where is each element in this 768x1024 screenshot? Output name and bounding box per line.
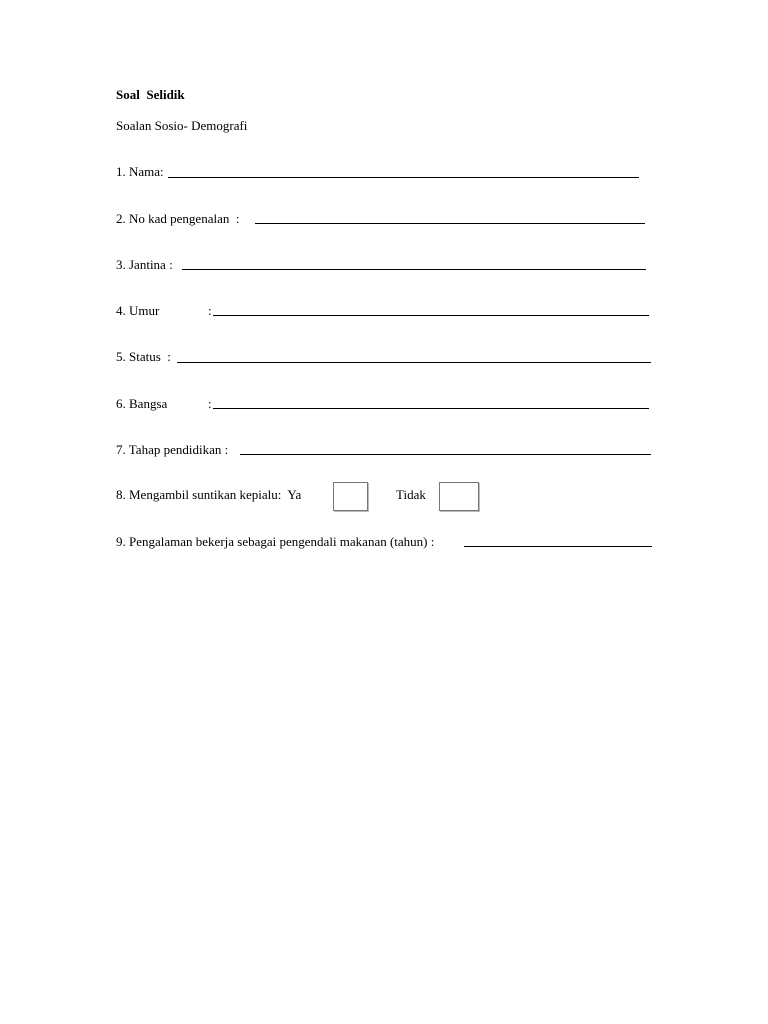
question-6-colon: : (208, 396, 212, 411)
question-4-label: 4. Umur (116, 303, 160, 318)
form-title: Soal Selidik (116, 87, 185, 102)
question-4-answer-line[interactable] (213, 315, 649, 316)
question-3-label: 3. Jantina : (116, 257, 173, 272)
question-2-answer-line[interactable] (255, 223, 645, 224)
question-3-answer-line[interactable] (182, 269, 646, 270)
checkbox-ya[interactable] (333, 482, 368, 511)
question-2-label: 2. No kad pengenalan : (116, 211, 240, 226)
checkbox-tidak[interactable] (439, 482, 479, 511)
question-8-label: 8. Mengambil suntikan kepialu: Ya (116, 487, 302, 502)
option-tidak-label: Tidak (396, 487, 426, 502)
question-9-answer-line[interactable] (464, 546, 652, 547)
question-7-label: 7. Tahap pendidikan : (116, 442, 229, 457)
question-1-answer-line[interactable] (168, 177, 639, 178)
question-5-label: 5. Status : (116, 349, 171, 364)
question-5-answer-line[interactable] (177, 362, 651, 363)
question-9-label: 9. Pengalaman bekerja sebagai pengendali makanan (tahun) : (116, 534, 435, 549)
question-1-label: 1. Nama: (116, 164, 164, 179)
question-4-colon: : (208, 303, 212, 318)
form-subtitle: Soalan Sosio- Demografi (116, 118, 248, 133)
question-7-answer-line[interactable] (240, 454, 651, 455)
question-6-label: 6. Bangsa (116, 396, 168, 411)
question-6-answer-line[interactable] (213, 408, 649, 409)
